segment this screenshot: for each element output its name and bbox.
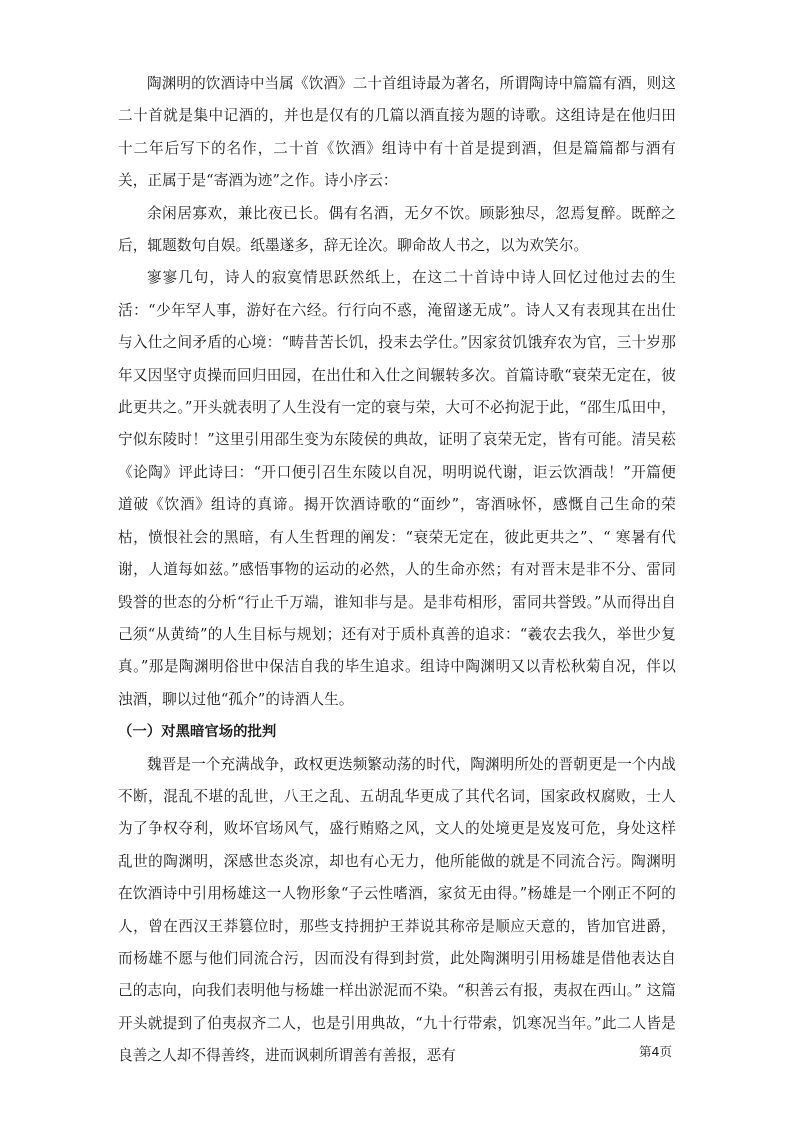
body-paragraph: 魏晋是一个充满战争，政权更迭频繁动荡的时代，陶渊明所处的晋朝更是一个内战不断，混乱不堪的乱世，八王之乱、五胡乱华更成了其代名词，国家政权腐败，士人为了争权夺利，败坏官场风气，盛行贿赂之风，文人的处境更是岌岌可危，身处这样乱世的陶渊明，深感世态炎凉，却也有心无力，他所能做的就是不同流合污。陶渊明在饮酒诗中引用杨雄这一人物形象“子云性嗜酒，家贫无由得。”杨雄是一个刚正不阿的人，曾在西汉王莽篡位时，那些支持拥护王莽说其称帝是顺应天意的，皆加官进爵，而杨雄不愿与他们同流合污，因而没有得到封赏，此处陶渊明引用杨雄是借他表达自己的志向，向我们表明他与杨雄一样出淤泥而不染。“积善云有报，夷叔在西山。” 这篇开头就提到了伯夷叔齐二人，也是引用典故，“九十行带索，饥寒况当年。”此二人皆是良善之人却不得善终，进而讽刺所谓善有善报，恶有 <box>118 755 676 1065</box>
document-body <box>118 68 676 1073</box>
quoted-preface-paragraph: 余闲居寡欢，兼比夜已长。偶有名酒，无夕不饮。顾影独尽，忽焉复醉。既醉之后，辄题数句自娱。纸墨遂多，辞无诠次。聊命故人书之，以为欢笑尔。 <box>118 204 676 255</box>
body-paragraph: 寥寥几句，诗人的寂寞情思跃然纸上，在这二十首诗中诗人回忆过他过去的生活：“少年罕人事，游好在六经。行行向不惑，淹留遂无成”。诗人又有表现其在出仕与入仕之间矛盾的心境：“畴昔苦长饥，投耒去学仕。”因家贫饥饿弃农为官，三十岁那年又因坚守贞操而回归田园，在出仕和入仕之间辗转多次。首篇诗歌“衰荣无定在，彼此更共之。”开头就表明了人生没有一定的衰与荣，大可不必拘泥于此，“邵生瓜田中，宁似东陵时！”这里引用邵生变为东陵侯的典故，证明了哀荣无定，皆有可能。清吴菘《论陶》评此诗曰：“开口便引召生东陵以自况，明明说代谢，讵云饮酒哉！”开篇便道破《饮酒》组诗的真谛。揭开饮酒诗歌的“面纱”，寄酒咏怀，感慨自己生命的荣枯，愤恨社会的黑暗，有人生哲理的阐发：“衰荣无定在，彼此更共之”、“ 寒暑有代谢，人道每如兹。”感悟事物的运动的必然，人的生命亦然；有对晋末是非不分、雷同毁誉的世态的分析“行止千万端，谁知非与是。是非苟相形，雷同共誉毁。”从而得出自己须“从黄绮”的人生目标与规划；还有对于质朴真善的追求：“羲农去我久，举世少复真。”那是陶渊明俗世中保洁自我的毕生追求。组诗中陶渊明又以青松秋菊自况，伴以浊酒，聊以过他“孤介”的诗酒人生。 <box>118 269 676 708</box>
page-number: 第4页 <box>639 1044 672 1059</box>
section-heading: （一）对黑暗官场的批判 <box>118 724 277 741</box>
body-paragraph: 陶渊明的饮酒诗中当属《饮酒》二十首组诗最为著名，所谓陶诗中篇篇有酒，则这二十首就是集中记酒的，并也是仅有的几篇以酒直接为题的诗歌。这组诗是在他归田十二年后写下的名作，二十首《饮酒》组诗中有十首是提到酒，但是篇篇都与酒有关，正属于是“寄酒为迹”之作。诗小序云： <box>118 75 676 190</box>
